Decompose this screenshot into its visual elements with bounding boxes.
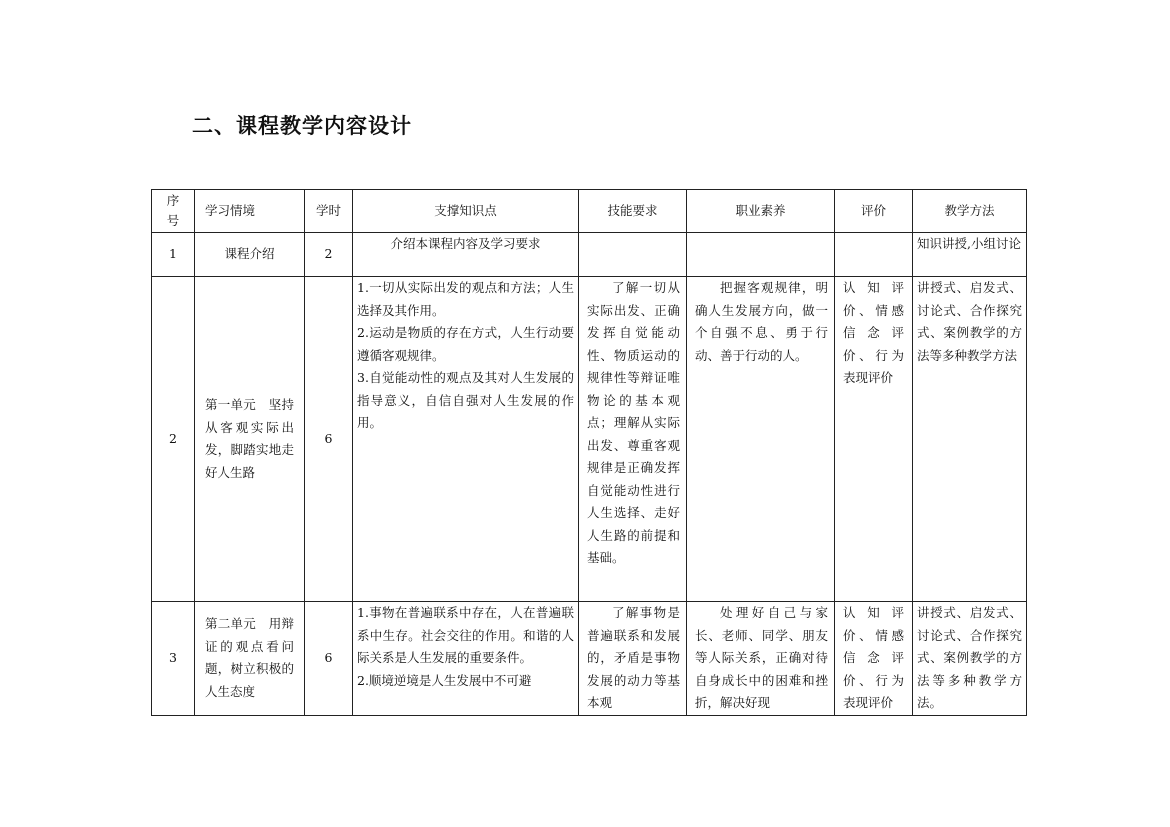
knowledge-line: 2.运动是物质的存在方式，人生行动要遵循客观规律。	[357, 325, 574, 363]
header-cell-hours: 学时	[305, 190, 353, 233]
header-cell-evaluation: 评价	[835, 190, 913, 233]
cell-literacy: 把握客观规律，明确人生发展方向，做一个自强不息、勇于行动、善于行动的人。	[687, 277, 835, 602]
cell-knowledge	[353, 277, 579, 602]
cell-situation: 第一单元 坚持从客观实际出发，脚踏实地走好人生路	[195, 277, 305, 602]
knowledge-line: 1.一切从实际出发的观点和方法；人生选择及其作用。	[357, 280, 574, 318]
knowledge-line: 2.顺境逆境是人生发展中不可避	[357, 672, 532, 688]
cell-evaluation: 认知评价、情感信念评价、行为表现评价	[835, 602, 913, 716]
cell-hours: 6	[305, 277, 353, 602]
cell-skills: 了解一切从实际出发、正确发挥自觉能动性、物质运动的规律性等辩证唯物论的基本观点；理解从实际出发、尊重客观规律是正确发挥自觉能动性进行人生选择、走好人生路的前提和基础。	[579, 277, 687, 602]
cell-situation: 第二单元 用辩证的观点看问题，树立积极的人生态度	[195, 602, 305, 716]
knowledge-line: 介绍本课程内容及学习要求	[390, 236, 541, 251]
cell-method: 讲授式、启发式、讨论式、合作探究式、案例教学的方法等多种教学方法	[913, 277, 1027, 602]
cell-knowledge	[353, 602, 579, 716]
cell-index: 2	[152, 277, 195, 602]
table-row	[152, 233, 1027, 277]
table-row	[152, 277, 1027, 602]
cell-method: 讲授式、启发式、讨论式、合作探究式、案例教学的方法等多种教学方法。	[913, 602, 1027, 716]
header-cell-skills: 技能要求	[579, 190, 687, 233]
header-cell-index: 序号	[152, 190, 195, 233]
cell-hours: 2	[305, 233, 353, 277]
cell-index: 1	[152, 233, 195, 277]
cell-literacy: 处理好自己与家长、老师、同学、朋友等人际关系，正确对待自身成长中的困难和挫折，解决好现	[687, 602, 835, 716]
cell-index: 3	[152, 602, 195, 716]
knowledge-line: 1.事物在普遍联系中存在，人在普遍联系中生存。社会交往的作用。和谐的人际关系是人生发展的重要条件。	[357, 605, 574, 665]
cell-skills: 了解事物是普遍联系和发展的，矛盾是事物发展的动力等基本观	[579, 602, 687, 716]
knowledge-line: 3.自觉能动性的观点及其对人生发展的指导意义，自信自强对人生发展的作用。	[357, 370, 574, 430]
table-header-row	[152, 190, 1027, 233]
header-cell-literacy: 职业素养	[687, 190, 835, 233]
header-cell-method: 教学方法	[913, 190, 1027, 233]
cell-method: 知识讲授,小组讨论	[913, 233, 1027, 277]
table-row	[152, 602, 1027, 716]
cell-knowledge	[353, 233, 579, 277]
page-title: 二、课程教学内容设计	[192, 114, 412, 138]
cell-evaluation	[835, 233, 913, 277]
cell-literacy	[687, 233, 835, 277]
cell-skills	[579, 233, 687, 277]
cell-evaluation: 认知评价、情感信念评价、行为表现评价	[835, 277, 913, 602]
cell-hours: 6	[305, 602, 353, 716]
cell-situation: 课程介绍	[195, 233, 305, 277]
course-content-table	[151, 189, 1027, 716]
header-cell-knowledge: 支撑知识点	[353, 190, 579, 233]
header-cell-situation: 学习情境	[195, 190, 305, 233]
